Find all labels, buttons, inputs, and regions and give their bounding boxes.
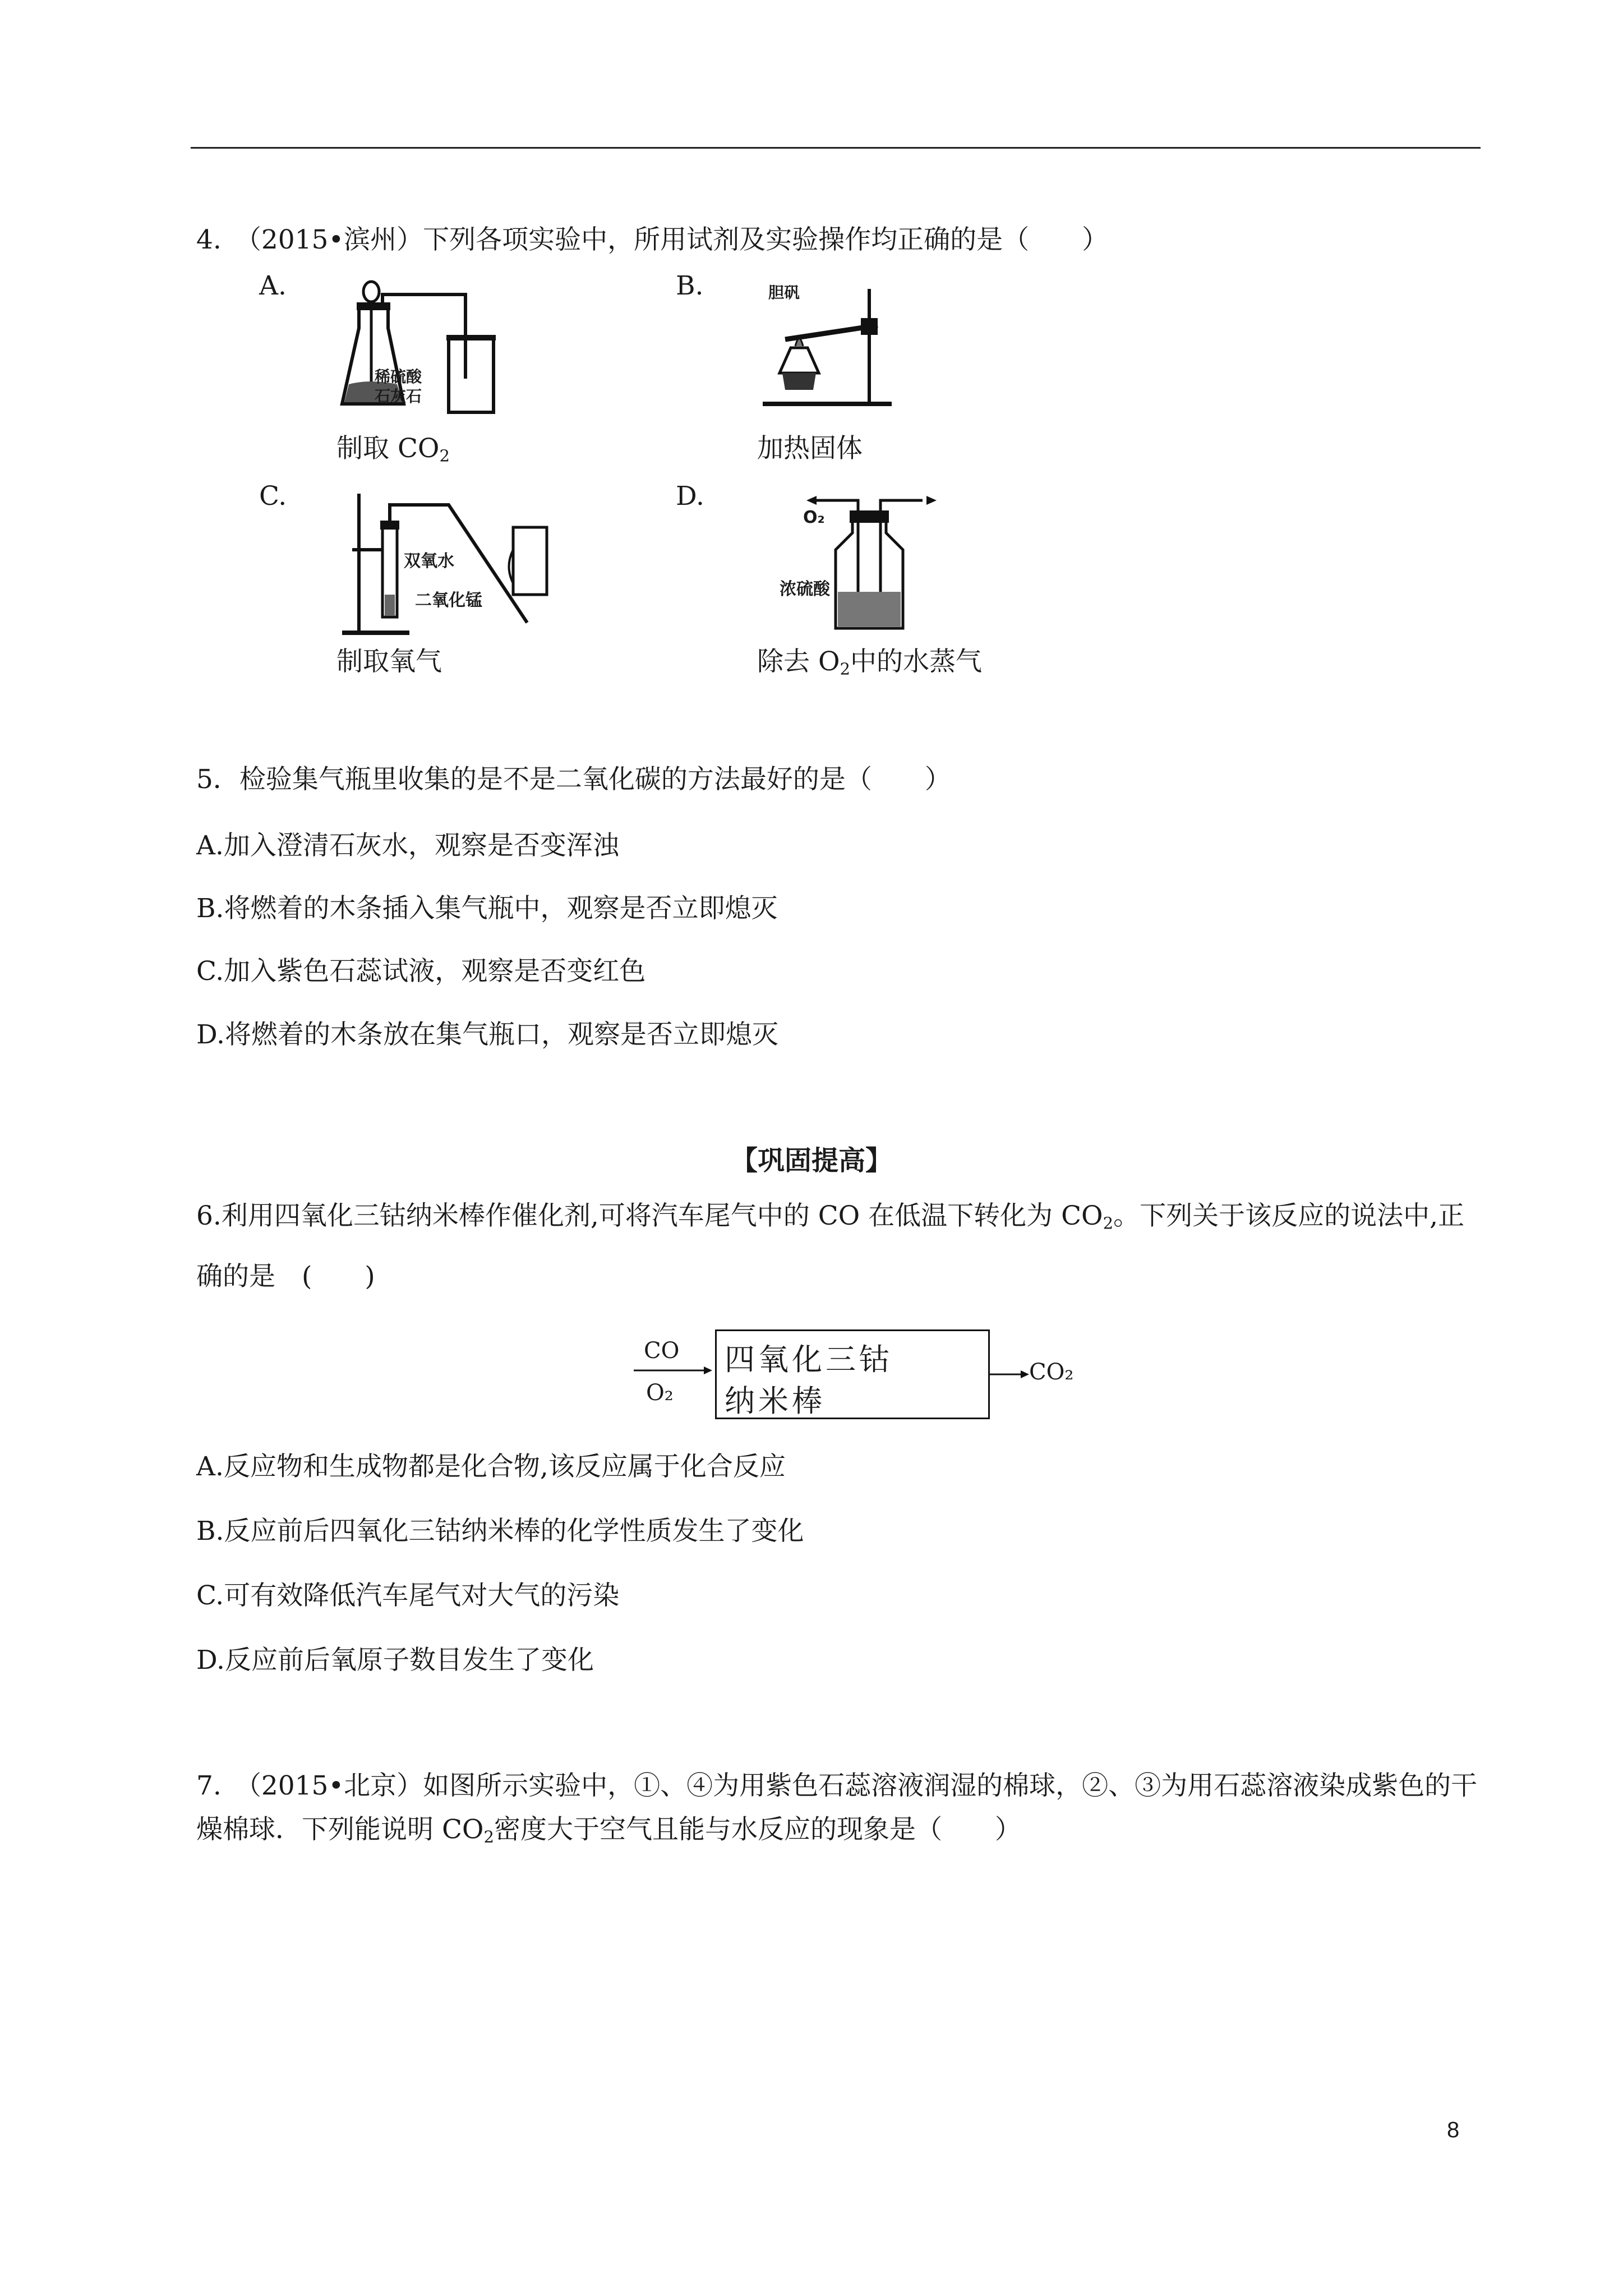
section-heading: 【巩固提高】 xyxy=(730,1145,892,1176)
q4-option-b-letter: B. xyxy=(676,270,704,301)
q5-number: 5． xyxy=(196,764,239,795)
q4-stem xyxy=(196,223,1108,257)
q6-option-c: C.可有效降低汽车尾气对大气的污染 xyxy=(196,1580,620,1611)
q5-option-d: D.将燃着的木条放在集气瓶口，观察是否立即熄灭 xyxy=(196,1019,778,1050)
q5-stem xyxy=(196,763,951,797)
catalyst-line-2: 纳米棒 xyxy=(725,1383,826,1419)
q4-option-a-caption: 制取 $CO_2$ xyxy=(336,433,450,466)
page-number: 8 xyxy=(1447,2118,1460,2142)
q6-option-d: D.反应前后氧原子数目发生了变化 xyxy=(196,1645,594,1676)
q6-option-a: A.反应物和生成物都是化合物,该反应属于化合反应 xyxy=(196,1451,786,1482)
catalyst-line-1: 四氧化三钴 xyxy=(725,1342,893,1377)
label-manganese-dioxide: 二氧化锰 xyxy=(415,591,482,610)
label-oxygen: O₂ xyxy=(803,508,825,527)
q5-option-b: B.将燃着的木条插入集气瓶中，观察是否立即熄灭 xyxy=(196,893,778,924)
q4-number: 4. xyxy=(196,224,222,255)
reactant-co: CO xyxy=(644,1338,680,1364)
q5-text: 检验集气瓶里收集的是不是二氧化碳的方法最好的是（ ） xyxy=(239,764,951,795)
output-arrow xyxy=(990,1369,1029,1380)
q4-option-d-caption: 除去 $O_2$中的水蒸气 xyxy=(757,646,983,679)
q4-option-a-letter: A. xyxy=(259,270,287,301)
q4-option-c-caption: 制取氧气 xyxy=(336,646,442,677)
q4-option-c-letter: C. xyxy=(259,481,287,512)
reaction-diagram xyxy=(634,1327,1074,1422)
label-blue-vitriol: 胆矾 xyxy=(768,283,800,302)
product-co2: CO₂ xyxy=(1029,1359,1074,1385)
reactant-o2: O₂ xyxy=(646,1380,674,1406)
label-limestone: 石灰石 xyxy=(375,387,422,406)
q7-stem: 7. （2015•北京）如图所示实验中，①、④为用紫色石蕊溶液润湿的棉球，②、③为用石蕊溶液染成紫色的干燥棉球．下列能说明 $CO_2$密度大于空气且能与水反应的现象是（ ） xyxy=(196,1770,1478,1847)
q5-option-a: A.加入澄清石灰水，观察是否变浑浊 xyxy=(196,830,619,861)
input-arrow xyxy=(634,1365,712,1376)
q7-number: 7. xyxy=(196,1770,222,1801)
catalyst-box xyxy=(715,1329,990,1419)
label-concentrated-sulfuric-acid: 浓硫酸 xyxy=(780,579,830,599)
q6-stem: 6.利用四氧化三钴纳米棒作催化剂,可将汽车尾气中的 CO 在低温下转化为 $CO_2$。下列关于该反应的说法中,正确的是 ( ) xyxy=(196,1200,1465,1292)
header-rule xyxy=(191,147,1481,149)
label-hydrogen-peroxide: 双氧水 xyxy=(404,551,454,571)
q6-number: 6. xyxy=(196,1200,222,1231)
q4-option-b-caption: 加热固体 xyxy=(757,433,863,464)
q4-text: （2015•滨州）下列各项实验中，所用试剂及实验操作均正确的是（ ） xyxy=(234,224,1109,255)
q5-option-c: C.加入紫色石蕊试液，观察是否变红色 xyxy=(196,956,646,987)
q6-option-b: B.反应前后四氧化三钴纳米棒的化学性质发生了变化 xyxy=(196,1516,804,1547)
q4-option-d-letter: D. xyxy=(676,481,704,512)
label-dilute-sulfuric-acid: 稀硫酸 xyxy=(375,367,422,386)
